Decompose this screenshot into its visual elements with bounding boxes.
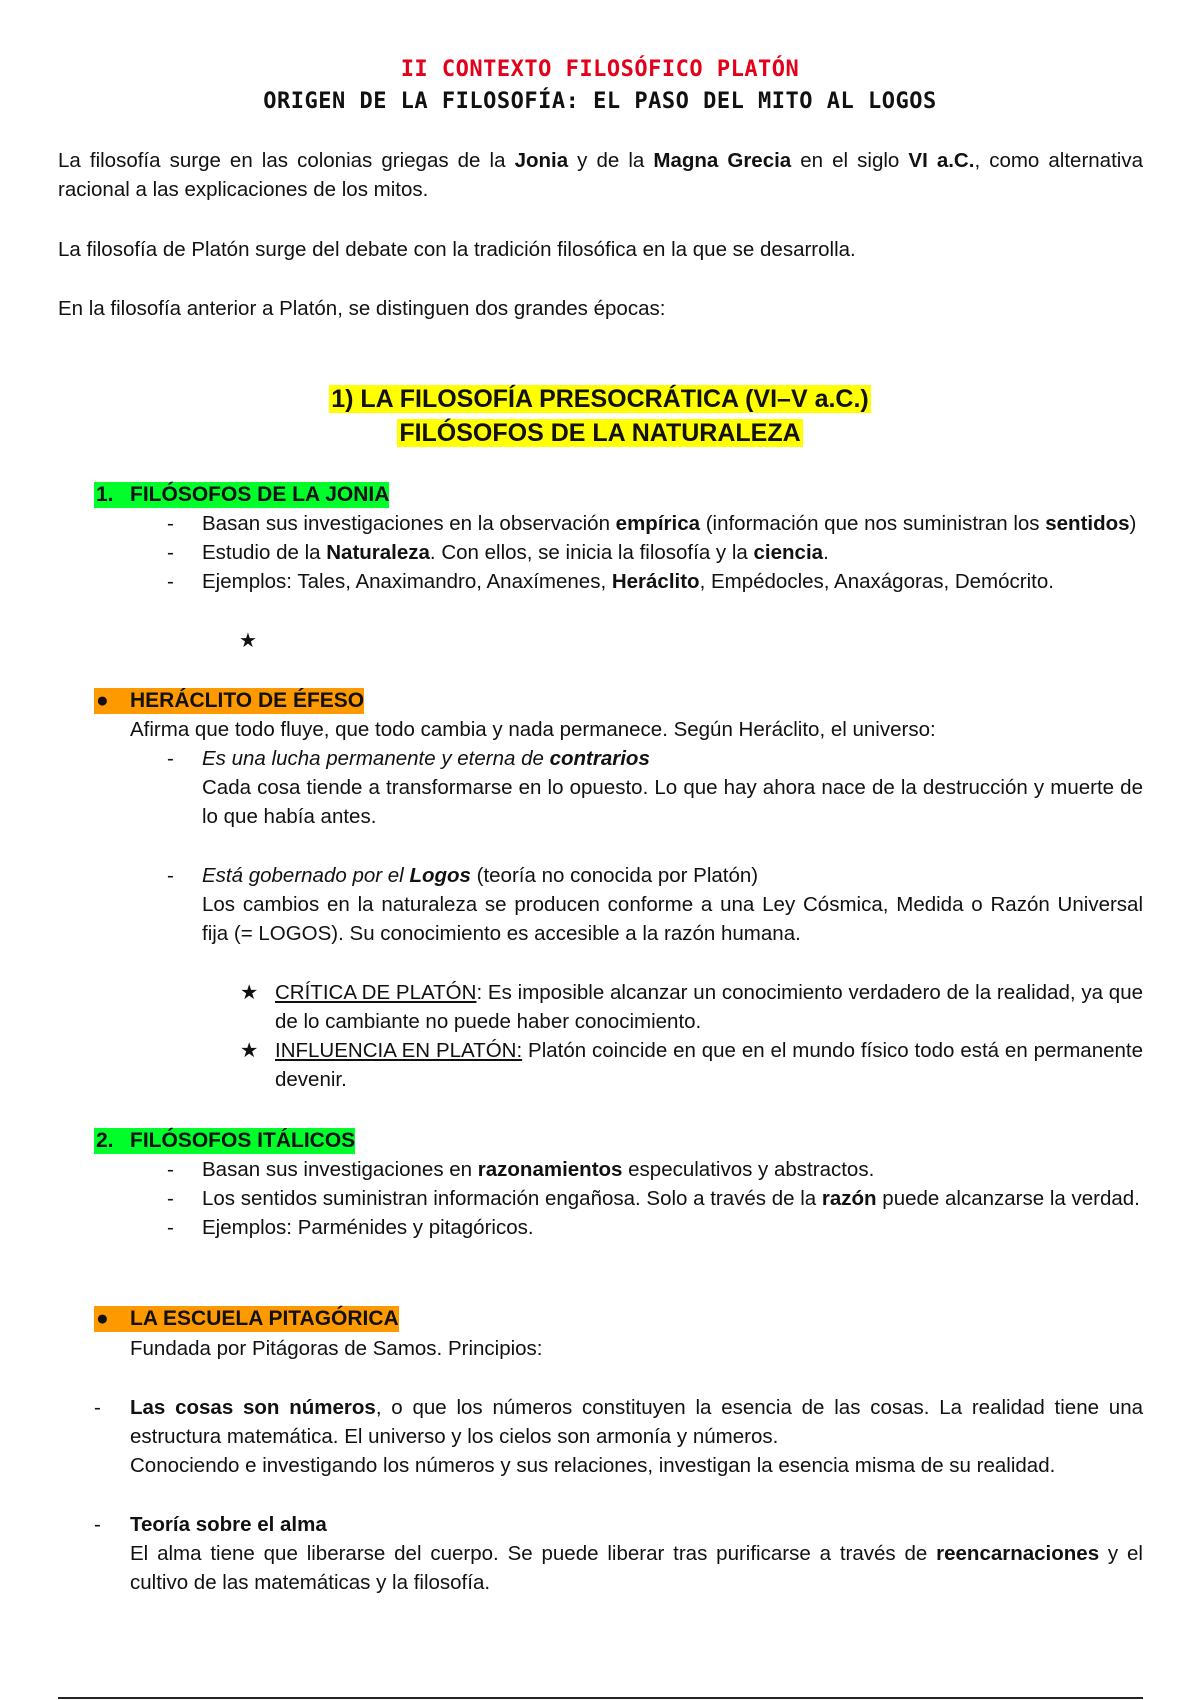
footer-divider [58,1697,1143,1699]
list-item-text: Conociendo e investigando los números y sus relaciones, investigan la esencia misma de su realidad. [130,1454,1056,1477]
list-item: - Los sentidos suministran información engañosa. Solo a través de la razón puede alcanzarse la verdad. [0,1184,1143,1213]
heraclito-intro: Afirma que todo fluye, que todo cambia y nada permanece. Según Heráclito, el universo: [130,718,936,741]
bullet-icon: ● [96,689,109,712]
list-item: - Está gobernado por el Logos (teoría no conocida por Platón) [0,861,1143,890]
jonia-list [0,509,1200,596]
list-item: - Estudio de la Naturaleza. Con ellos, se inicia la filosofía y la ciencia. [0,538,1143,567]
pitagorica-principle-2 [0,1510,1200,1597]
list-item-text: El alma tiene que liberarse del cuerpo. Se puede liberar tras purificarse a través de reencarnaciones y el cultivo de las matemáticas y la filosofía. [130,1542,1143,1594]
pitagorica-intro: Fundada por Pitágoras de Samos. Principios: [130,1337,543,1360]
heraclito-star-list [0,978,1200,1094]
heading-heraclito: ● HERÁCLITO DE ÉFESO [96,689,365,712]
list-item: - Teoría sobre el alma [0,1510,1143,1539]
document-title: II CONTEXTO FILOSÓFICO PLATÓN [400,57,800,82]
list-item-text: Cada cosa tiende a transformarse en lo opuesto. Lo que hay ahora nace de la destrucción y muerte de lo que había antes. [202,776,1143,828]
list-item: - Ejemplos: Parménides y pitagóricos. [0,1213,1143,1242]
dash-bullet-icon: - [167,570,174,593]
star-item-influencia: ★ INFLUENCIA EN PLATÓN: Platón coincide en que en el mundo físico todo está en permanente devenir. [0,1036,1143,1094]
star-icon: ★ [239,630,257,652]
heading-pitagorica: ● LA ESCUELA PITAGÓRICA [96,1307,399,1330]
list-item: - Las cosas son números, o que los números constituyen la esencia de las cosas. La realidad tiene una estructura matemática. El universo y los cielos son armonía y números. [0,1393,1143,1451]
bullet-icon: ● [96,1307,109,1330]
italicos-list [0,1155,1200,1242]
star-item-critica: ★ CRÍTICA DE PLATÓN: Es imposible alcanzar un conocimiento verdadero de la realidad, ya que de lo cambiante no puede haber conocimiento. [0,978,1143,1036]
list-item: - Basan sus investigaciones en la observación empírica (información que nos suministran los sentidos) [0,509,1143,538]
dash-bullet-icon: - [167,864,174,887]
section-title-presocratica: 1) LA FILOSOFÍA PRESOCRÁTICA (VI–V a.C.) [331,385,869,413]
dash-bullet-icon: - [167,1216,174,1239]
dash-bullet-icon: - [167,541,174,564]
intro-paragraph-3: En la filosofía anterior a Platón, se distinguen dos grandes épocas: [58,297,666,320]
dash-bullet-icon: - [94,1513,101,1536]
list-item: - Es una lucha permanente y eterna de contrarios [0,744,1143,773]
heading-jonia: 1. FILÓSOFOS DE LA JONIA [96,483,390,506]
pitagorica-principle-1 [0,1393,1200,1480]
list-item-text: Los cambios en la naturaleza se producen conforme a una Ley Cósmica, Medida o Razón Universal fija (= LOGOS). Su conocimiento es accesible a la razón humana. [202,893,1143,945]
dash-bullet-icon: - [167,1187,174,1210]
dash-bullet-icon: - [167,512,174,535]
intro-paragraph-2: La filosofía de Platón surge del debate con la tradición filosófica en la que se desarrolla. [58,238,856,261]
dash-bullet-icon: - [94,1396,101,1419]
list-item: - Basan sus investigaciones en razonamientos especulativos y abstractos. [0,1155,1143,1184]
list-item: - Ejemplos: Tales, Anaximandro, Anaxímenes, Heráclito, Empédocles, Anaxágoras, Demócrito. [0,567,1143,596]
heraclito-list-1 [0,744,1200,831]
star-icon: ★ [240,981,259,1004]
heading-italicos: 2. FILÓSOFOS ITÁLICOS [96,1129,356,1152]
dash-bullet-icon: - [167,747,174,770]
star-icon: ★ [240,1039,259,1062]
intro-paragraph-1: La filosofía surge en las colonias griegas de la Jonia y de la Magna Grecia en el siglo VI a.C., como alternativa racional a las explicaciones de los mitos. [58,149,1143,201]
section-subtitle-naturaleza: FILÓSOFOS DE LA NATURALEZA [399,419,801,447]
heraclito-list-2 [0,861,1200,948]
dash-bullet-icon: - [167,1158,174,1181]
document-subtitle: ORIGEN DE LA FILOSOFÍA: EL PASO DEL MITO AL LOGOS [263,89,937,114]
